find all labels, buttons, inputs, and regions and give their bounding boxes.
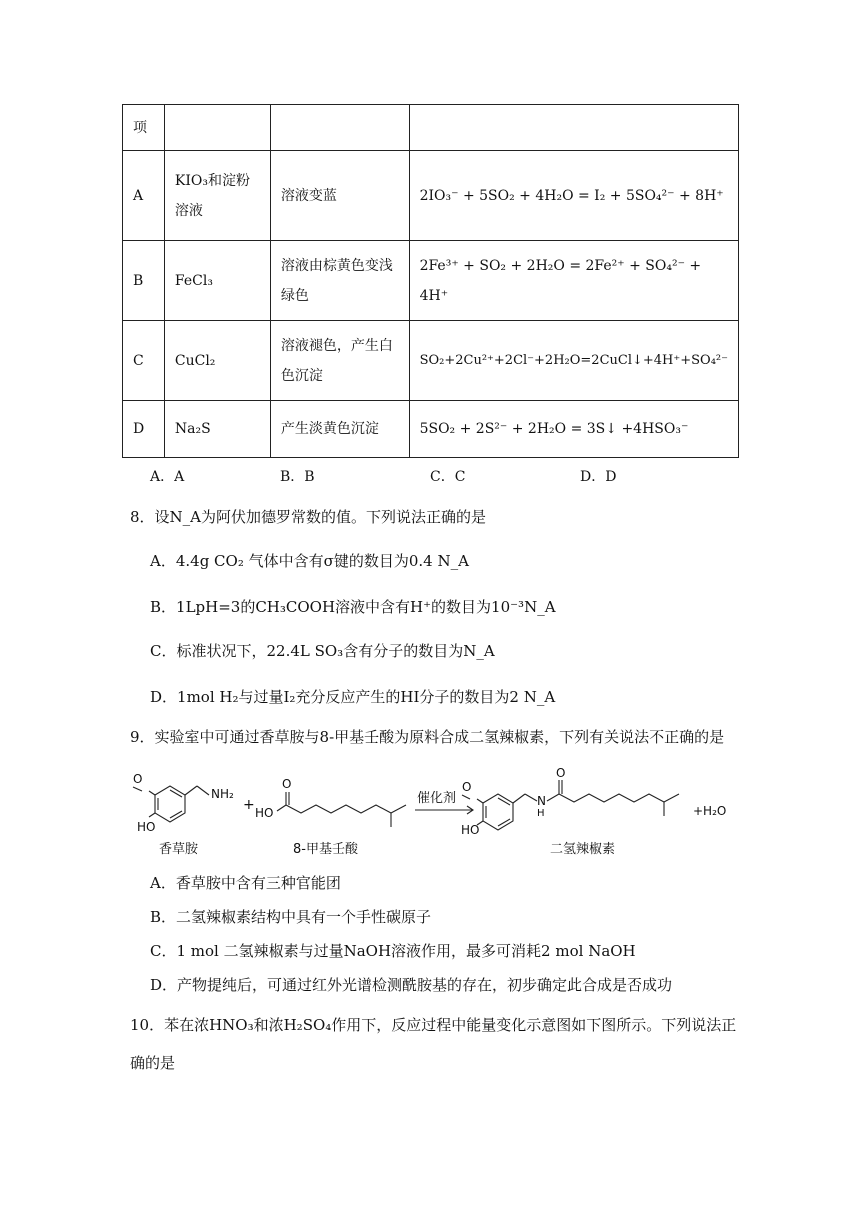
- table-row: [123, 321, 739, 401]
- table-header-cell: [164, 105, 270, 151]
- catalyst-label: 催化剂: [417, 791, 457, 806]
- product-methoxy-o: O: [462, 780, 472, 794]
- row-label: A: [123, 151, 165, 241]
- table-header-cell: [409, 105, 738, 151]
- q8-option-d[interactable]: D．1mol H₂与过量I₂充分反应产生的HI分子的数目为2 N_A: [150, 688, 556, 706]
- q9-stem: 9．实验室中可通过香草胺与8-甲基壬酸为原料合成二氢辣椒素，下列有关说法不正确的是: [130, 728, 725, 746]
- q8-option-c[interactable]: C．标准状况下，22.4L SO₃含有分子的数目为N_A: [150, 642, 495, 660]
- row-label: B: [123, 241, 165, 321]
- vanillylamine-name: 香草胺: [159, 842, 199, 857]
- amide-n: N: [537, 794, 546, 808]
- benzene-ring: [155, 786, 185, 822]
- q10-stem-line1: 10．苯在浓HNO₃和浓H₂SO₄作用下，反应过程中能量变化示意图如下图所示。下列说法正: [130, 1016, 737, 1034]
- product-hydroxy: HO: [461, 823, 480, 837]
- plus-sign: +: [243, 797, 255, 813]
- phenomenon-cell: 产生淡黄色沉淀: [270, 401, 409, 458]
- methylnonanoic-acid-name: 8-甲基壬酸: [293, 842, 358, 857]
- table-header-cell: 项: [123, 105, 165, 151]
- q7-option-c[interactable]: C．C: [430, 469, 466, 485]
- q9-option-d[interactable]: D．产物提纯后，可通过红外光谱检测酰胺基的存在，初步确定此合成是否成功: [150, 976, 673, 994]
- phenomenon-cell: 溶液褪色，产生白色沉淀: [270, 321, 409, 401]
- acid-o: O: [282, 777, 292, 791]
- row-label: C: [123, 321, 165, 401]
- q7-option-a[interactable]: A．A: [150, 469, 185, 485]
- q8-option-b[interactable]: B．1LpH=3的CH₃COOH溶液中含有H⁺的数目为10⁻³N_A: [150, 598, 556, 616]
- reagent-cell: CuCl₂: [164, 321, 270, 401]
- acid-ho: HO: [255, 806, 274, 820]
- table-row: [123, 105, 739, 151]
- reagent-cell: KIO₃和淀粉溶液: [164, 151, 270, 241]
- q7-option-b[interactable]: B．B: [280, 469, 315, 485]
- amide-h: H: [537, 808, 545, 819]
- amide-o: O: [556, 766, 566, 780]
- reagent-cell: Na₂S: [164, 401, 270, 458]
- reaction-scheme: [125, 765, 745, 860]
- reagent-cell: FeCl₃: [164, 241, 270, 321]
- q9-option-b[interactable]: B．二氢辣椒素结构中具有一个手性碳原子: [150, 908, 432, 926]
- row-label: D: [123, 401, 165, 458]
- equation-cell: 2Fe³⁺ + SO₂ + 2H₂O = 2Fe²⁺ + SO₄²⁻ + 4H⁺: [409, 241, 738, 321]
- equation-cell: 5SO₂ + 2S²⁻ + 2H₂O = 3S↓ +4HSO₃⁻: [409, 401, 738, 458]
- table-row: [123, 151, 739, 241]
- benzene-ring: [483, 794, 513, 830]
- water-label: +H₂O: [693, 804, 727, 818]
- methoxy-o: O: [133, 772, 143, 786]
- hydroxy-label: HO: [137, 820, 156, 834]
- q7-table: [122, 104, 739, 458]
- table-row: [123, 241, 739, 321]
- phenomenon-cell: 溶液变蓝: [270, 151, 409, 241]
- q8-option-a[interactable]: A．4.4g CO₂ 气体中含有σ键的数目为0.4 N_A: [150, 552, 469, 570]
- dihydrocapsaicin-name: 二氢辣椒素: [550, 842, 616, 857]
- table-row: [123, 401, 739, 458]
- equation-cell: 2IO₃⁻ + 5SO₂ + 4H₂O = I₂ + 5SO₄²⁻ + 8H⁺: [409, 151, 738, 241]
- amine-label: NH₂: [211, 787, 234, 801]
- q9-option-a[interactable]: A．香草胺中含有三种官能团: [150, 874, 341, 892]
- q7-option-d[interactable]: D．D: [580, 469, 617, 485]
- q9-option-c[interactable]: C．1 mol 二氢辣椒素与过量NaOH溶液作用，最多可消耗2 mol NaOH: [150, 942, 636, 960]
- table-header-cell: [270, 105, 409, 151]
- q10-stem-line2: 确的是: [130, 1054, 176, 1072]
- equation-cell: SO₂+2Cu²⁺+2Cl⁻+2H₂O=2CuCl↓+4H⁺+SO₄²⁻: [409, 321, 738, 401]
- phenomenon-cell: 溶液由棕黄色变浅绿色: [270, 241, 409, 321]
- q8-stem: 8．设N_A为阿伏加德罗常数的值。下列说法正确的是: [130, 508, 487, 526]
